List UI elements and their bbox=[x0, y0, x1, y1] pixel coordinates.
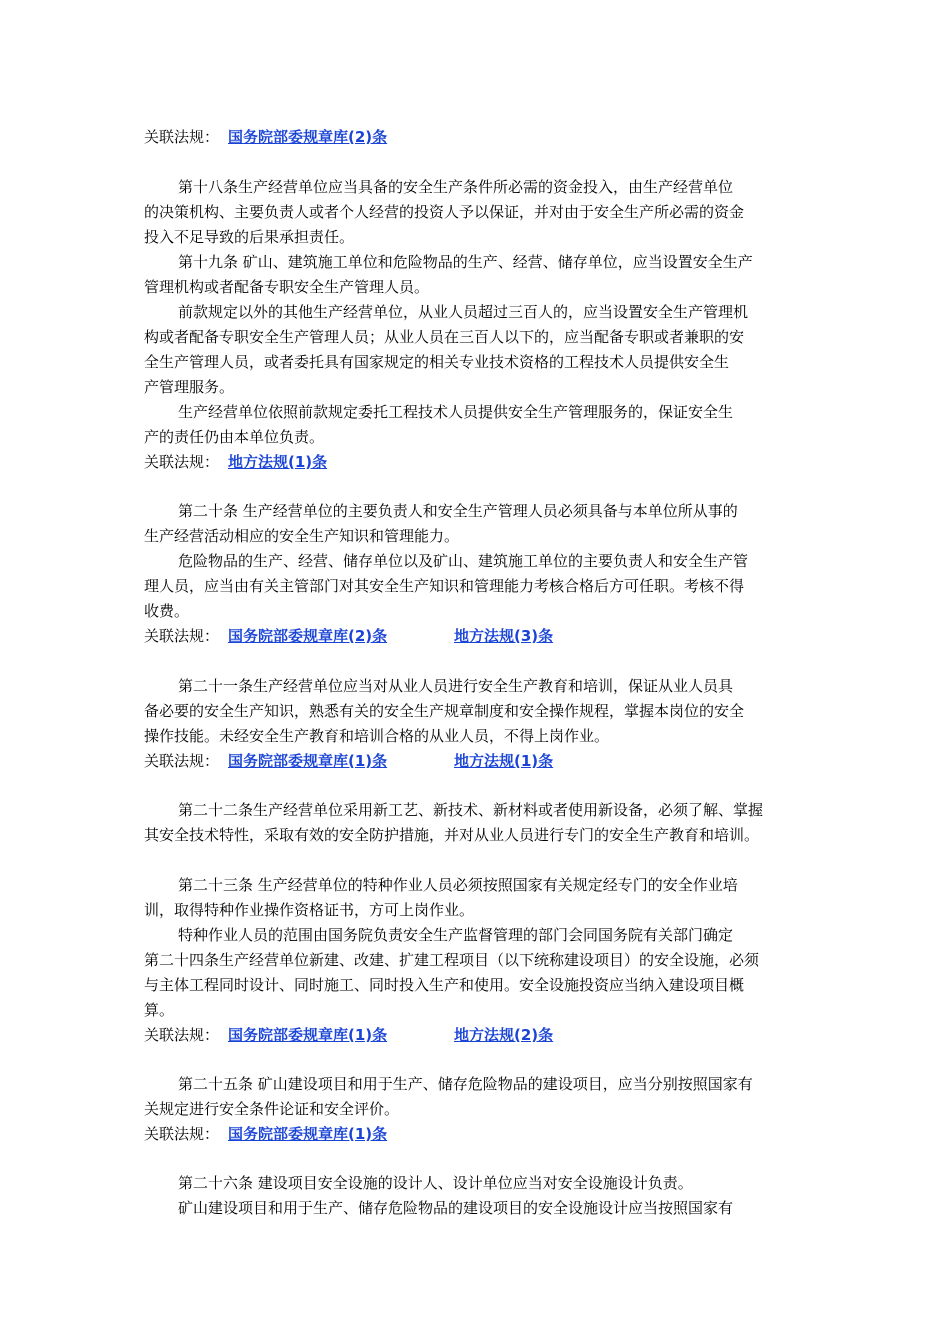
paragraph-line: 第二十二条生产经营单位采用新工艺、新技术、新材料或者使用新设备，必须了解、掌握 bbox=[178, 801, 764, 819]
paragraph-line: 第二十五条 矿山建设项目和用于生产、储存危险物品的建设项目，应当分别按照国家有 bbox=[178, 1075, 753, 1093]
related-laws-row bbox=[144, 452, 219, 472]
related-laws-row bbox=[144, 127, 219, 147]
related-laws-label: 关联法规： bbox=[144, 453, 220, 471]
paragraph-line: 与主体工程同时设计、同时施工、同时投入生产和使用。安全设施投资应当纳入建设项目概 bbox=[144, 976, 745, 994]
related-laws-label: 关联法规： bbox=[144, 627, 220, 645]
related-laws-label: 关联法规： bbox=[144, 1125, 220, 1143]
paragraph-line: 收费。 bbox=[144, 602, 190, 620]
related-law-link[interactable]: 国务院部委规章库(2)条 bbox=[228, 128, 388, 146]
related-law-link[interactable]: 地方法规(2)条 bbox=[454, 1026, 554, 1044]
paragraph-line: 的决策机构、主要负责人或者个人经营的投资人予以保证，并对由于安全生产所必需的资金 bbox=[144, 203, 745, 221]
paragraph-line: 生产经营活动相应的安全生产知识和管理能力。 bbox=[144, 527, 460, 545]
paragraph-line: 第十九条 矿山、建筑施工单位和危险物品的生产、经营、储存单位，应当设置安全生产 bbox=[178, 253, 753, 271]
paragraph-line: 生产经营单位依照前款规定委托工程技术人员提供安全生产管理服务的，保证安全生 bbox=[178, 403, 734, 421]
paragraph-line: 构或者配备专职安全生产管理人员；从业人员在三百人以下的，应当配备专职或者兼职的安 bbox=[144, 328, 745, 346]
paragraph-line: 管理机构或者配备专职安全生产管理人员。 bbox=[144, 278, 430, 296]
paragraph-line: 矿山建设项目和用于生产、储存危险物品的建设项目的安全设施设计应当按照国家有 bbox=[178, 1199, 734, 1217]
paragraph-line: 第二十一条生产经营单位应当对从业人员进行安全生产教育和培训，保证从业人员具 bbox=[178, 677, 734, 695]
paragraph-line: 操作技能。未经安全生产教育和培训合格的从业人员，不得上岗作业。 bbox=[144, 727, 610, 745]
paragraph-line: 关规定进行安全条件论证和安全评价。 bbox=[144, 1100, 400, 1118]
paragraph-line: 产的责任仍由本单位负责。 bbox=[144, 428, 325, 446]
paragraph-line: 特种作业人员的范围由国务院负责安全生产监督管理的部门会同国务院有关部门确定 bbox=[178, 926, 734, 944]
paragraph-line: 全生产管理人员，或者委托具有国家规定的相关专业技术资格的工程技术人员提供安全生 bbox=[144, 353, 730, 371]
paragraph-line: 训，取得特种作业操作资格证书，方可上岗作业。 bbox=[144, 901, 475, 919]
paragraph-line: 产管理服务。 bbox=[144, 378, 235, 396]
paragraph-line: 前款规定以外的其他生产经营单位，从业人员超过三百人的，应当设置安全生产管理机 bbox=[178, 303, 749, 321]
related-law-link[interactable]: 国务院部委规章库(1)条 bbox=[228, 1125, 388, 1143]
related-law-link[interactable]: 地方法规(1)条 bbox=[454, 752, 554, 770]
paragraph-line: 第二十六条 建设项目安全设施的设计人、设计单位应当对安全设施设计负责。 bbox=[178, 1174, 693, 1192]
related-laws-row bbox=[144, 626, 219, 646]
paragraph-line: 第十八条生产经营单位应当具备的安全生产条件所必需的资金投入，由生产经营单位 bbox=[178, 178, 734, 196]
paragraph-line: 第二十条 生产经营单位的主要负责人和安全生产管理人员必须具备与本单位所从事的 bbox=[178, 502, 738, 520]
paragraph-line: 理人员，应当由有关主管部门对其安全生产知识和管理能力考核合格后方可任职。考核不得 bbox=[144, 577, 745, 595]
related-laws-row bbox=[144, 1025, 219, 1045]
paragraph-line: 其安全技术特性，采取有效的安全防护措施，并对从业人员进行专门的安全生产教育和培训。 bbox=[144, 826, 760, 844]
related-laws-label: 关联法规： bbox=[144, 128, 220, 146]
paragraph-line: 算。 bbox=[144, 1001, 175, 1019]
related-laws-row bbox=[144, 751, 219, 771]
related-law-link[interactable]: 国务院部委规章库(2)条 bbox=[228, 627, 388, 645]
paragraph-line: 第二十四条生产经营单位新建、改建、扩建工程项目（以下统称建设项目）的安全设施，必须 bbox=[144, 951, 760, 969]
related-law-link[interactable]: 国务院部委规章库(1)条 bbox=[228, 1026, 388, 1044]
paragraph-line: 投入不足导致的后果承担责任。 bbox=[144, 228, 355, 246]
related-law-link[interactable]: 国务院部委规章库(1)条 bbox=[228, 752, 388, 770]
paragraph-line: 第二十三条 生产经营单位的特种作业人员必须按照国家有关规定经专门的安全作业培 bbox=[178, 876, 738, 894]
related-law-link[interactable]: 地方法规(1)条 bbox=[228, 453, 328, 471]
related-laws-label: 关联法规： bbox=[144, 752, 220, 770]
paragraph-line: 危险物品的生产、经营、储存单位以及矿山、建筑施工单位的主要负责人和安全生产管 bbox=[178, 552, 749, 570]
related-laws-row bbox=[144, 1124, 219, 1144]
related-laws-label: 关联法规： bbox=[144, 1026, 220, 1044]
paragraph-line: 备必要的安全生产知识，熟悉有关的安全生产规章制度和安全操作规程，掌握本岗位的安全 bbox=[144, 702, 745, 720]
related-law-link[interactable]: 地方法规(3)条 bbox=[454, 627, 554, 645]
